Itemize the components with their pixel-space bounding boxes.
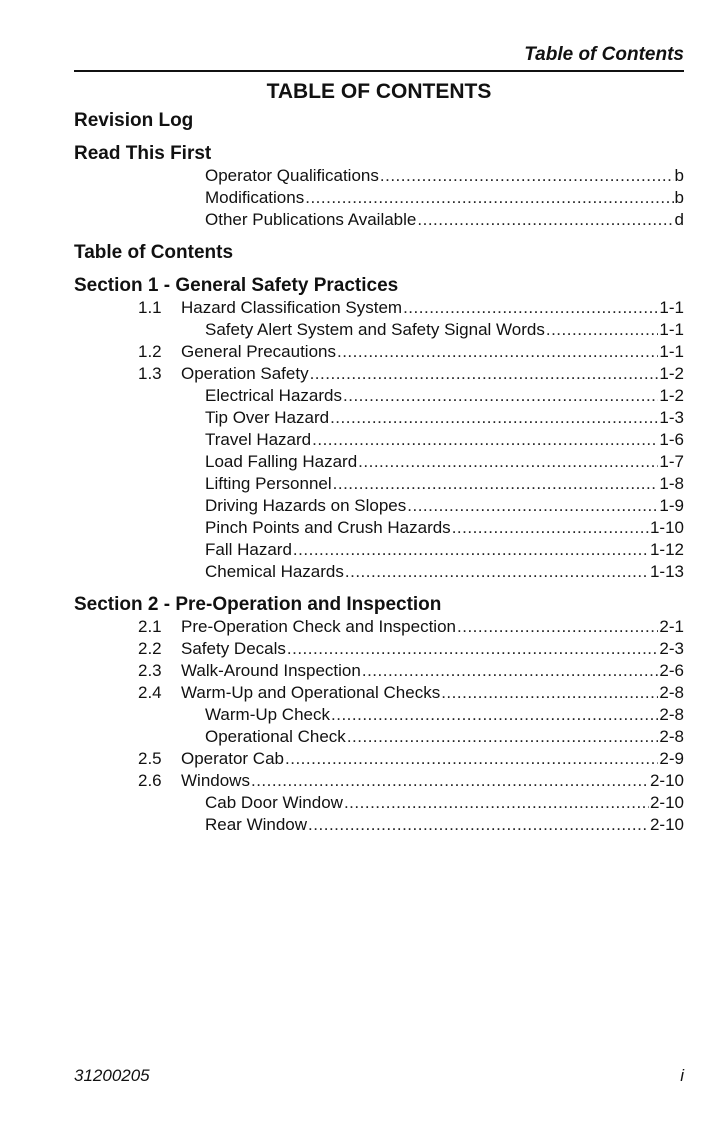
toc-entry-title: Warm-Up Check (205, 705, 330, 724)
toc-entry-page: 2-10 (649, 771, 684, 790)
toc-entry[interactable] (74, 682, 684, 704)
toc-entry-page: 2-1 (659, 617, 684, 636)
toc-entry[interactable] (74, 451, 684, 473)
toc-entry-title: Lifting Personnel (205, 474, 332, 493)
dot-leader (285, 748, 658, 770)
toc-entry[interactable] (74, 341, 684, 363)
toc-entry-title: Electrical Hazards (205, 386, 342, 405)
toc-entry[interactable] (74, 726, 684, 748)
toc-entry-number: 1.3 (138, 364, 162, 383)
toc-entry[interactable] (74, 770, 684, 792)
toc-entry-title: Modifications (205, 188, 305, 207)
toc-entry[interactable] (74, 748, 684, 770)
toc-entry[interactable] (74, 473, 684, 495)
toc-entry-title: Pinch Points and Crush Hazards (205, 518, 451, 537)
running-header: Table of Contents (524, 44, 684, 65)
toc-entry-title: Windows (181, 771, 250, 790)
toc-section-heading[interactable]: Section 2 - Pre-Operation and Inspection (74, 594, 442, 615)
toc-entry-page: 1-1 (659, 298, 684, 317)
toc-entry-page: 1-13 (649, 562, 684, 581)
toc-entry-title: Operation Safety (181, 364, 309, 383)
toc-entry-number: 2.6 (138, 771, 162, 790)
toc-entry-page: 1-6 (659, 430, 684, 449)
toc-entry[interactable] (74, 660, 684, 682)
toc-entry-title: Driving Hazards on Slopes (205, 496, 407, 515)
toc-entry-page: 1-2 (659, 386, 684, 405)
dot-leader (310, 363, 659, 385)
dot-leader (331, 704, 658, 726)
toc-entry-page: 2-8 (659, 683, 684, 702)
dot-leader (312, 429, 658, 451)
toc-entry[interactable] (74, 495, 684, 517)
toc-entry-page: 1-9 (659, 496, 684, 515)
dot-leader (417, 209, 673, 231)
toc-entry-page: 1-10 (649, 518, 684, 537)
toc-entry[interactable] (74, 297, 684, 319)
toc-entry-page: 2-8 (659, 705, 684, 724)
dot-leader (407, 495, 658, 517)
toc-entry-page: 2-6 (659, 661, 684, 680)
dot-leader (457, 616, 658, 638)
toc-entry-page: b (674, 166, 684, 185)
toc-entry-number: 2.3 (138, 661, 162, 680)
toc-entry[interactable] (74, 638, 684, 660)
dot-leader (362, 660, 659, 682)
toc-entry-title: Pre-Operation Check and Inspection (181, 617, 456, 636)
toc-entry-page: d (674, 210, 684, 229)
dot-leader (358, 451, 658, 473)
toc-entry-title: Operational Check (205, 727, 346, 746)
dot-leader (330, 407, 658, 429)
toc-entry[interactable] (74, 363, 684, 385)
toc-entry-title: Walk-Around Inspection (181, 661, 361, 680)
toc-entry[interactable] (74, 539, 684, 561)
toc-entry-page: 2-10 (649, 793, 684, 812)
toc-entry[interactable] (74, 429, 684, 451)
document-number: 31200205 (74, 1066, 150, 1085)
toc-entry-title: Other Publications Available (205, 210, 417, 229)
dot-leader (293, 539, 649, 561)
toc-entry-number: 2.4 (138, 683, 162, 702)
dot-leader (333, 473, 659, 495)
dot-leader (546, 319, 659, 341)
toc-entry-title: Chemical Hazards (205, 562, 344, 581)
toc-entry[interactable] (74, 165, 684, 187)
toc-entry-number: 2.1 (138, 617, 162, 636)
dot-leader (344, 792, 649, 814)
toc-entry-number: 1.2 (138, 342, 162, 361)
toc-section-heading[interactable]: Read This First (74, 143, 212, 164)
toc-entry[interactable] (74, 407, 684, 429)
dot-leader (308, 814, 649, 836)
toc-entry[interactable] (74, 187, 684, 209)
toc-entry-number: 1.1 (138, 298, 162, 317)
dot-leader (345, 561, 649, 583)
toc-entry-title: Warm-Up and Operational Checks (181, 683, 441, 702)
dot-leader (343, 385, 658, 407)
toc-section-heading[interactable]: Revision Log (74, 110, 194, 131)
toc-entry-number: 2.5 (138, 749, 162, 768)
dot-leader (441, 682, 658, 704)
dot-leader (403, 297, 658, 319)
toc-entry-page: 1-8 (659, 474, 684, 493)
dot-leader (337, 341, 658, 363)
toc-entry-page: 1-2 (659, 364, 684, 383)
toc-entry-title: Safety Alert System and Safety Signal Words (205, 320, 545, 339)
toc-entry-page: 1-3 (659, 408, 684, 427)
dot-leader (305, 187, 673, 209)
toc-entry-page: b (674, 188, 684, 207)
toc-section-heading[interactable]: Table of Contents (74, 242, 234, 263)
page-title: TABLE OF CONTENTS (266, 80, 492, 103)
toc-entry[interactable] (74, 385, 684, 407)
toc-entry-page: 2-3 (659, 639, 684, 658)
toc-entry[interactable] (74, 814, 684, 836)
toc-entry-title: Load Falling Hazard (205, 452, 358, 471)
toc-entry[interactable] (74, 616, 684, 638)
dot-leader (347, 726, 659, 748)
header-divider (74, 70, 684, 72)
toc-entry[interactable] (74, 792, 684, 814)
dot-leader (287, 638, 659, 660)
toc-entry-title: Tip Over Hazard (205, 408, 330, 427)
toc-entry-page: 1-7 (659, 452, 684, 471)
toc-section-heading[interactable]: Section 1 - General Safety Practices (74, 275, 399, 296)
toc-entry-title: Fall Hazard (205, 540, 292, 559)
toc-entry-title: General Precautions (181, 342, 336, 361)
toc-entry-page: 2-10 (649, 815, 684, 834)
toc-entry-title: Travel Hazard (205, 430, 312, 449)
toc-entry-title: Safety Decals (181, 639, 286, 658)
toc-entry[interactable] (74, 704, 684, 726)
toc-entry-title: Operator Cab (181, 749, 284, 768)
toc-entry-page: 1-1 (659, 342, 684, 361)
toc-entry[interactable] (74, 319, 684, 341)
toc-entry-title: Operator Qualifications (205, 166, 379, 185)
toc-entry-page: 2-9 (659, 749, 684, 768)
page-number: i (680, 1066, 684, 1085)
toc-entry-title: Hazard Classification System (181, 298, 403, 317)
table-of-contents (74, 110, 684, 836)
toc-entry[interactable] (74, 209, 684, 231)
dot-leader (251, 770, 649, 792)
toc-entry-page: 1-12 (649, 540, 684, 559)
toc-entry[interactable] (74, 561, 684, 583)
dot-leader (452, 517, 649, 539)
toc-entry[interactable] (74, 517, 684, 539)
toc-entry-page: 2-8 (659, 727, 684, 746)
toc-entry-number: 2.2 (138, 639, 162, 658)
toc-entry-title: Rear Window (205, 815, 308, 834)
toc-entry-title: Cab Door Window (205, 793, 343, 812)
dot-leader (380, 165, 674, 187)
toc-entry-page: 1-1 (659, 320, 684, 339)
